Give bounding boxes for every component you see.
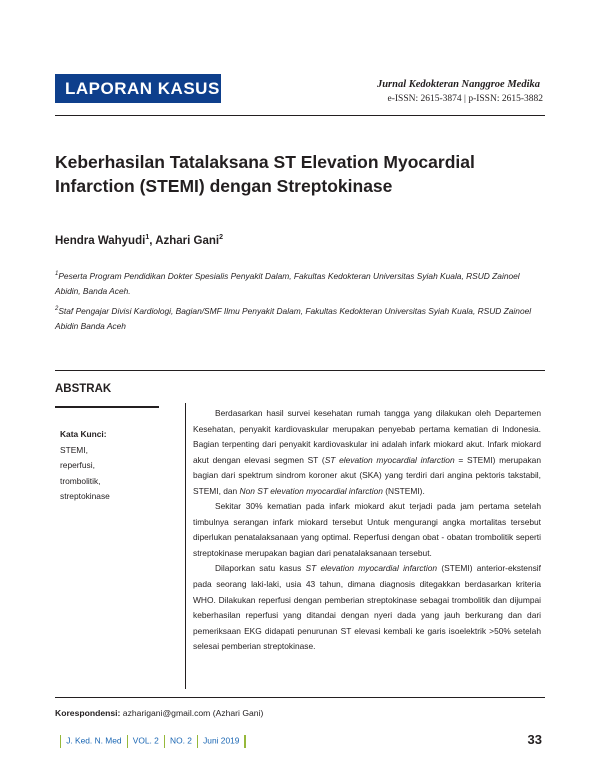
keyword-item: streptokinase	[60, 491, 110, 501]
correspondence-label: Korespondensi:	[55, 708, 121, 718]
article-type-badge: LAPORAN KASUS	[55, 74, 221, 103]
abstract-bottom-divider	[55, 697, 545, 698]
keywords-block	[60, 427, 110, 505]
footer-journal: J. Ked. N. Med	[66, 735, 122, 746]
p1-italic-2: Non ST elevation myocardial infarction	[239, 485, 383, 496]
affiliation-1	[55, 267, 545, 300]
author-2-sup: 2	[219, 234, 223, 241]
footer-number: NO. 2	[170, 735, 192, 746]
authors	[55, 234, 223, 247]
abstract-paragraph-3	[193, 561, 541, 654]
author-1-sup: 1	[145, 234, 150, 241]
title-line-1: Keberhasilan Tatalaksana ST Elevation Myocardial	[55, 152, 475, 172]
header-divider	[55, 115, 545, 116]
footer-citation	[55, 735, 251, 748]
p1-text-c: (NSTEMI).	[382, 485, 425, 496]
footer-volume: VOL. 2	[132, 735, 159, 746]
keyword-item: trombolitik,	[60, 475, 101, 486]
author-1: Hendra Wahyudi	[55, 234, 146, 247]
footer-separator	[60, 735, 61, 748]
p1-italic-1: ST elevation myocardial infarction	[324, 454, 455, 465]
affiliation-2-text: Staf Pengajar Divisi Kardiologi, Bagian/SMF Ilmu Penyakit Dalam, Fakultas Kedokteran Universitas Syiah Kuala, RSUD Zainoel Abidin Banda Aceh	[55, 305, 532, 332]
affiliation-2-sup: 2	[55, 306, 59, 312]
affiliation-2	[55, 302, 545, 335]
affiliation-1-sup: 1	[55, 271, 59, 277]
footer-separator	[164, 735, 165, 748]
abstract-body	[193, 406, 541, 655]
abstract-paragraph-1	[193, 406, 541, 499]
abstract-top-divider	[55, 370, 545, 371]
author-separator: ,	[149, 234, 156, 247]
p3-text-a: Dilaporkan satu kasus	[215, 563, 306, 574]
p1-text-a: Berdasarkan hasil survei kesehatan rumah tangga yang dilakukan oleh Departemen Kesehatan, penyakit kardiovaskular merupakan penyebab pertama kematian di Indonesia. Bagian terpenting dari penyakit kardiovaskular ini adalah infark miokard akut. Infark miokard akut dengan elevasi segmen ST (	[193, 408, 541, 465]
title-line-2: Infarction (STEMI) dengan Streptokinase	[55, 176, 393, 196]
journal-issn: e-ISSN: 2615-3874 | p-ISSN: 2615-3882	[387, 94, 543, 104]
p3-text-b: (STEMI) anterior-ekstensif pada seorang laki-laki, usia 43 tahun, dimana diagnosis ditegakkan berdasarkan kriteria WHO. Dilakukan reperfusi dengan pemberian streptokinase sebagai trombolitik dan dijumpai keberhasilan reperfusi yang ditandai dengan nyeri dada yang jauh berkurang dan dari pemeriksaan EKG didapati penurunan ST elevasi kembali ke garis isoelektrik >50% setelah selesai pemberian streptokinase.	[193, 563, 541, 652]
abstract-paragraph-2: Sekitar 30% kematian pada infark miokard akut terjadi pada jam pertama setelah timbulnya serangan infark miokard tersebut Untuk mengurangi angka mortalitas tersebut diperlukan penatalaksanaan yang optimal. Reperfusi dengan obat - obatan trombolitik seperti streptokinase merupakan bagian dari penatalaksanaan tersebut.	[193, 501, 541, 558]
author-2: Azhari Gani	[155, 234, 220, 247]
correspondence-value: azharigani@gmail.com (Azhari Gani)	[120, 708, 264, 718]
affiliation-1-text: Peserta Program Pendidikan Dokter Spesialis Penyakit Dalam, Fakultas Kedokteran Universitas Syiah Kuala, RSUD Zainoel Abidin, Banda Aceh.	[55, 270, 520, 297]
footer-separator	[197, 735, 198, 748]
journal-name: Jurnal Kedokteran Nanggroe Medika	[376, 79, 540, 90]
page-number: 33	[527, 732, 542, 747]
footer-separator	[127, 735, 128, 748]
abstract-column-divider	[185, 403, 186, 689]
footer-separator	[244, 735, 245, 748]
p3-italic-1: ST elevation myocardial infarction	[305, 563, 438, 574]
correspondence	[55, 708, 263, 718]
keyword-item: reperfusi,	[60, 460, 95, 470]
abstract-heading: ABSTRAK	[55, 383, 112, 395]
footer-date: Juni 2019	[203, 735, 240, 746]
keywords-heading: Kata Kunci:	[60, 429, 107, 439]
keyword-item: STEMI,	[60, 444, 88, 455]
abstract-heading-underline	[55, 406, 159, 408]
p1-text-b: = STEMI) merupakan bagian dari spektrum sindrom koroner akut (SKA) yang terdiri dari angina pektoris takstabil, STEMI, dan	[193, 454, 541, 496]
article-title	[55, 150, 535, 198]
